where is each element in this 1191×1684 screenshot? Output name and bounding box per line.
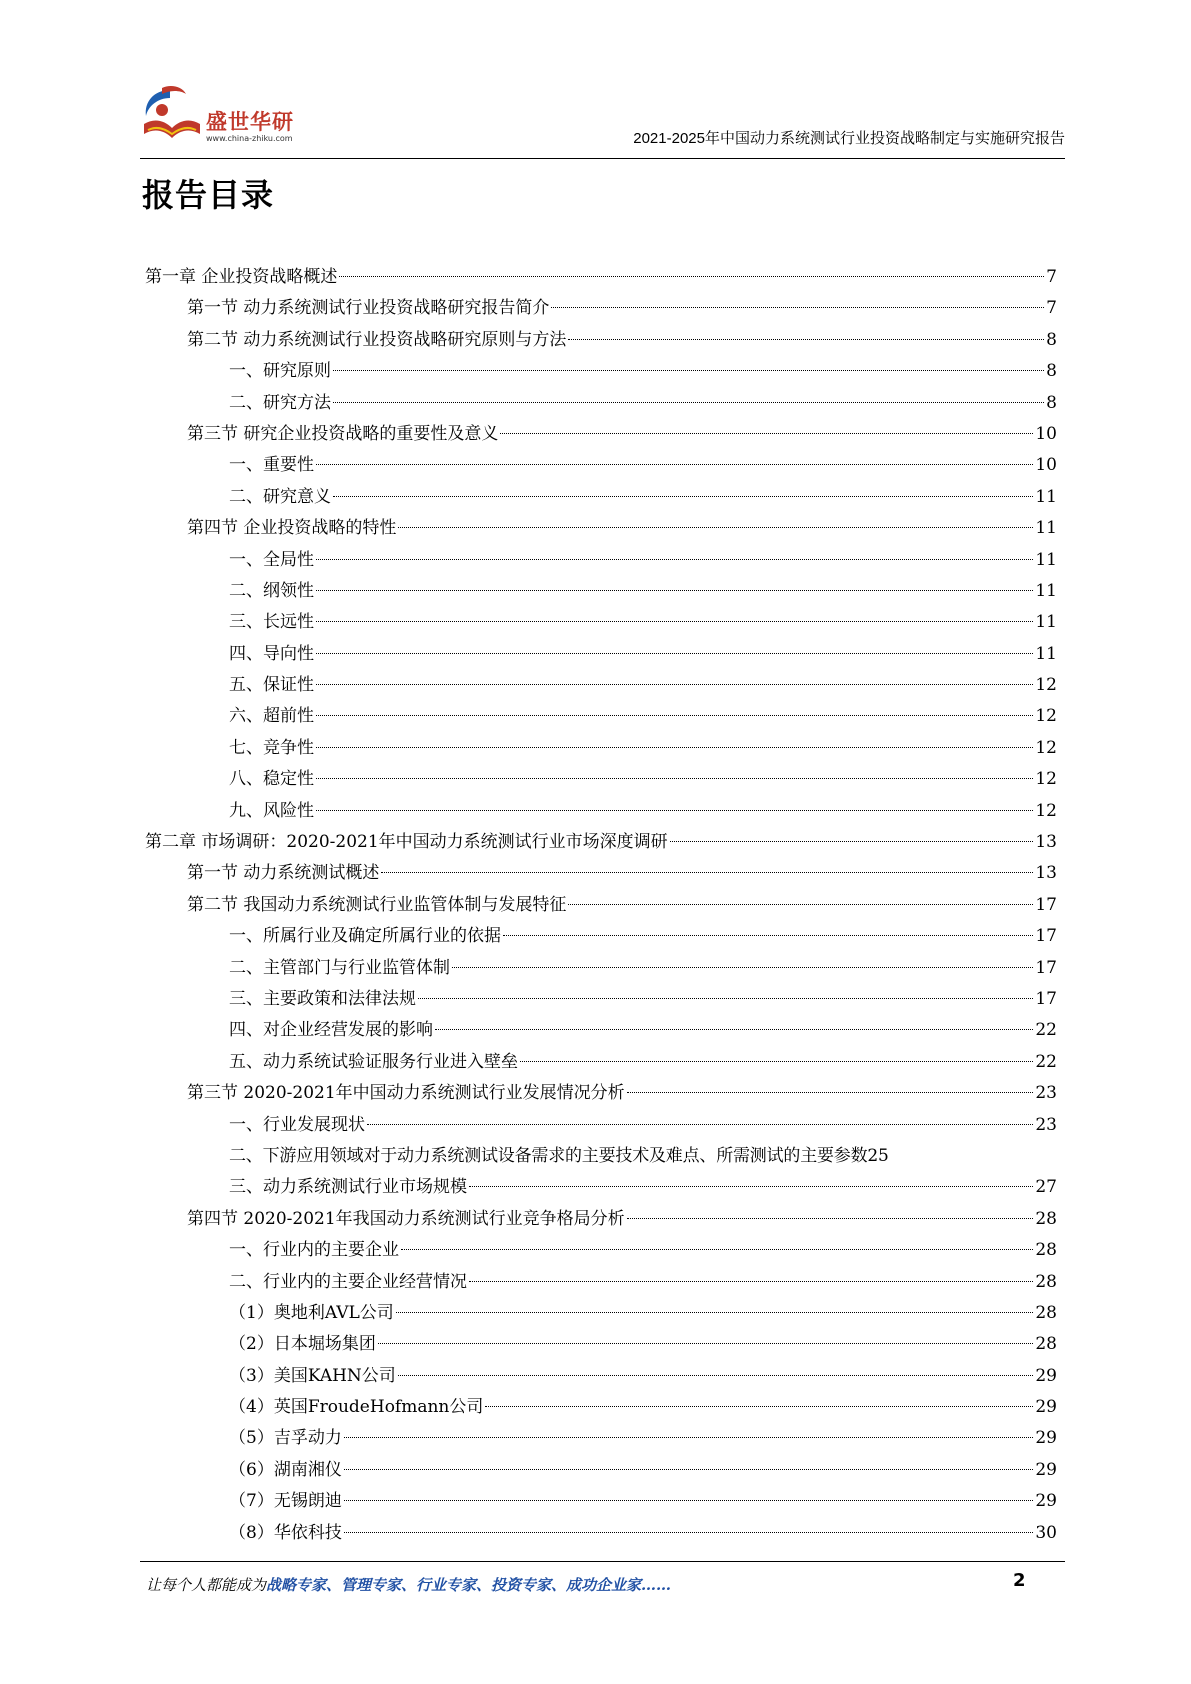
toc-entry[interactable] bbox=[145, 1267, 1057, 1298]
toc-entry-page: 10 bbox=[1035, 423, 1057, 444]
toc-entry-title: 一、研究原则 bbox=[229, 361, 331, 382]
toc-entry-page: 12 bbox=[1035, 769, 1057, 790]
page-header bbox=[140, 80, 1065, 158]
toc-entry-page: 12 bbox=[1035, 706, 1057, 727]
toc-leader bbox=[333, 370, 1044, 371]
toc-entry-page: 11 bbox=[1035, 518, 1057, 539]
toc-entry-page: 17 bbox=[1035, 988, 1057, 1009]
toc-leader bbox=[398, 527, 1033, 528]
toc-entry[interactable] bbox=[145, 482, 1057, 513]
toc-entry-page: 17 bbox=[1035, 894, 1057, 915]
toc-entry-page: 13 bbox=[1035, 863, 1057, 884]
toc-entry-page: 7 bbox=[1046, 298, 1057, 319]
toc-leader bbox=[316, 621, 1033, 622]
toc-entry-page: 28 bbox=[1035, 1271, 1057, 1292]
header-divider bbox=[140, 158, 1065, 159]
toc-leader bbox=[316, 653, 1033, 654]
toc-entry[interactable] bbox=[145, 576, 1057, 607]
toc-entry-page: 28 bbox=[1035, 1302, 1057, 1323]
toc-entry-page: 17 bbox=[1035, 926, 1057, 947]
toc-entry[interactable] bbox=[145, 1015, 1057, 1046]
toc-entry[interactable] bbox=[145, 1235, 1057, 1266]
toc-entry-page: 22 bbox=[1035, 1020, 1057, 1041]
toc-entry[interactable] bbox=[145, 1172, 1057, 1203]
toc-entry[interactable] bbox=[145, 733, 1057, 764]
toc-entry-title: 二、行业内的主要企业经营情况 bbox=[229, 1271, 467, 1292]
toc-entry-page: 23 bbox=[1035, 1083, 1057, 1104]
toc-entry-page: 30 bbox=[1035, 1522, 1057, 1543]
toc-entry[interactable] bbox=[145, 827, 1057, 858]
document-title: 2021-2025年中国动力系统测试行业投资战略制定与实施研究报告 bbox=[633, 130, 1065, 147]
toc-leader bbox=[551, 307, 1044, 308]
toc-leader bbox=[316, 464, 1033, 465]
toc-entry[interactable] bbox=[145, 984, 1057, 1015]
toc-leader bbox=[316, 715, 1033, 716]
toc-leader bbox=[469, 1186, 1033, 1187]
toc-entry-title: 四、导向性 bbox=[229, 643, 314, 664]
toc-entry-title: 二、纲领性 bbox=[229, 580, 314, 601]
toc-leader bbox=[316, 590, 1033, 591]
toc-entry-title: 二、主管部门与行业监管体制 bbox=[229, 957, 450, 978]
toc-entry[interactable] bbox=[145, 356, 1057, 387]
toc-entry-page: 12 bbox=[1035, 800, 1057, 821]
toc-leader bbox=[435, 1029, 1033, 1030]
toc-entry-page: 28 bbox=[1035, 1334, 1057, 1355]
toc-entry-page: 27 bbox=[1035, 1177, 1057, 1198]
toc-entry-title: （1）奥地利AVL公司 bbox=[229, 1302, 394, 1323]
toc-entry-page: 29 bbox=[1035, 1428, 1057, 1449]
toc-entry-title: 一、行业发展现状 bbox=[229, 1114, 365, 1135]
page-number: 2 bbox=[1013, 1570, 1026, 1591]
toc-entry[interactable] bbox=[145, 450, 1057, 481]
toc-entry-title: （4）英国FroudeHofmann公司 bbox=[229, 1397, 484, 1418]
toc-entry-page: 17 bbox=[1035, 957, 1057, 978]
toc-entry-title: 二、研究方法 bbox=[229, 392, 331, 413]
toc-entry-title: 一、重要性 bbox=[229, 455, 314, 476]
toc-entry-page: 29 bbox=[1035, 1459, 1057, 1480]
logo-text: 盛世华研 bbox=[206, 110, 294, 134]
toc-leader bbox=[378, 1343, 1034, 1344]
toc-entry-page: 8 bbox=[1046, 329, 1057, 350]
toc-leader bbox=[568, 904, 1033, 905]
toc-leader bbox=[333, 496, 1033, 497]
toc-entry-page: 8 bbox=[1046, 361, 1057, 382]
toc-entry-title: 四、对企业经营发展的影响 bbox=[229, 1020, 433, 1041]
footer-slogan-prefix: 让每个人都能成为 bbox=[146, 1576, 267, 1594]
toc-entry-title: 一、全局性 bbox=[229, 549, 314, 570]
toc-entry-page: 29 bbox=[1035, 1491, 1057, 1512]
toc-leader bbox=[344, 1500, 1034, 1501]
toc-entry[interactable] bbox=[145, 325, 1057, 356]
toc-entry-page: 12 bbox=[1035, 675, 1057, 696]
toc-entry-page: 25 bbox=[867, 1145, 889, 1166]
logo-url: www.china-zhiku.com bbox=[206, 134, 293, 143]
toc-leader bbox=[367, 1124, 1033, 1125]
toc-entry-title: 第一章 企业投资战略概述 bbox=[145, 267, 338, 287]
toc-entry[interactable] bbox=[145, 1361, 1057, 1392]
toc-leader bbox=[316, 684, 1033, 685]
toc-entry-title: 三、长远性 bbox=[229, 612, 314, 633]
toc-entry[interactable] bbox=[145, 1141, 1057, 1172]
toc-leader bbox=[333, 402, 1044, 403]
toc-entry-page: 7 bbox=[1046, 267, 1057, 287]
toc-leader bbox=[344, 1437, 1034, 1438]
toc-entry-page: 22 bbox=[1035, 1051, 1057, 1072]
toc-leader bbox=[316, 747, 1033, 748]
toc-entry-title: （6）湖南湘仪 bbox=[229, 1459, 342, 1480]
toc-leader bbox=[316, 559, 1033, 560]
toc-leader bbox=[344, 1469, 1034, 1470]
toc-leader bbox=[339, 276, 1044, 277]
toc-entry[interactable] bbox=[145, 293, 1057, 324]
footer-slogan bbox=[146, 1574, 671, 1595]
toc-entry[interactable] bbox=[145, 419, 1057, 450]
toc-entry[interactable] bbox=[145, 1047, 1057, 1078]
toc-leader bbox=[316, 778, 1033, 779]
toc-entry[interactable] bbox=[145, 639, 1057, 670]
toc-entry-title: 一、所属行业及确定所属行业的依据 bbox=[229, 926, 501, 947]
toc-entry-page: 11 bbox=[1035, 643, 1057, 664]
toc-leader bbox=[401, 1249, 1033, 1250]
toc-entry-title: 第一节 动力系统测试概述 bbox=[187, 863, 380, 884]
page-title: 报告目录 bbox=[142, 176, 275, 214]
toc-entry-page: 29 bbox=[1035, 1397, 1057, 1418]
toc-entry-title: 二、下游应用领域对于动力系统测试设备需求的主要技术及难点、所需测试的主要参数 bbox=[229, 1145, 868, 1166]
toc-leader bbox=[485, 1406, 1033, 1407]
toc-entry-title: 三、主要政策和法律法规 bbox=[229, 988, 416, 1009]
toc-entry[interactable] bbox=[145, 1455, 1057, 1486]
toc-entry[interactable] bbox=[145, 858, 1057, 889]
toc-entry-page: 11 bbox=[1035, 580, 1057, 601]
toc-leader bbox=[344, 1532, 1034, 1533]
toc-entry[interactable] bbox=[145, 890, 1057, 921]
toc-entry-page: 11 bbox=[1035, 549, 1057, 570]
toc-entry-title: 五、动力系统试验证服务行业进入壁垒 bbox=[229, 1051, 518, 1072]
toc-entry-title: （7）无锡朗迪 bbox=[229, 1491, 342, 1512]
toc-entry[interactable] bbox=[145, 1298, 1057, 1329]
toc-entry-title: 九、风险性 bbox=[229, 800, 314, 821]
toc-entry[interactable] bbox=[145, 1518, 1057, 1549]
toc-entry[interactable] bbox=[145, 388, 1057, 419]
toc-entry[interactable] bbox=[145, 670, 1057, 701]
toc-entry-page: 23 bbox=[1035, 1114, 1057, 1135]
toc-entry-page: 10 bbox=[1035, 455, 1057, 476]
toc-entry-title: 第三节 研究企业投资战略的重要性及意义 bbox=[187, 423, 499, 444]
toc-entry[interactable] bbox=[145, 953, 1057, 984]
footer-slogan-highlight: 战略专家、管理专家、行业专家、投资专家、成功企业家…… bbox=[266, 1576, 672, 1594]
toc-entry[interactable] bbox=[145, 921, 1057, 952]
toc-entry[interactable] bbox=[145, 1329, 1057, 1360]
toc-entry-title: 三、动力系统测试行业市场规模 bbox=[229, 1177, 467, 1198]
toc-entry-title: 第二节 我国动力系统测试行业监管体制与发展特征 bbox=[187, 894, 567, 915]
toc-entry[interactable] bbox=[145, 1392, 1057, 1423]
toc-entry[interactable] bbox=[145, 607, 1057, 638]
toc-entry[interactable] bbox=[145, 764, 1057, 795]
toc-entry-page: 12 bbox=[1035, 737, 1057, 758]
toc-leader bbox=[381, 872, 1033, 873]
table-of-contents bbox=[145, 262, 1057, 1549]
toc-entry-title: 第二章 市场调研：2020-2021年中国动力系统测试行业市场深度调研 bbox=[145, 832, 668, 853]
toc-entry[interactable] bbox=[145, 1204, 1057, 1235]
toc-leader bbox=[469, 1281, 1033, 1282]
toc-leader bbox=[398, 1375, 1034, 1376]
toc-entry-title: 五、保证性 bbox=[229, 675, 314, 696]
toc-leader bbox=[627, 1218, 1034, 1219]
toc-entry-title: 六、超前性 bbox=[229, 706, 314, 727]
toc-entry[interactable] bbox=[145, 1078, 1057, 1109]
toc-leader bbox=[452, 967, 1033, 968]
toc-entry-title: （5）吉孚动力 bbox=[229, 1428, 342, 1449]
toc-entry-page: 28 bbox=[1035, 1240, 1057, 1261]
toc-entry-title: 第一节 动力系统测试行业投资战略研究报告简介 bbox=[187, 298, 550, 319]
toc-leader bbox=[520, 1061, 1033, 1062]
toc-entry-title: 第四节 企业投资战略的特性 bbox=[187, 518, 397, 539]
toc-leader bbox=[418, 998, 1033, 999]
toc-entry-title: （2）日本堀场集团 bbox=[229, 1334, 376, 1355]
toc-entry-title: 第三节 2020-2021年中国动力系统测试行业发展情况分析 bbox=[187, 1083, 625, 1104]
toc-leader bbox=[316, 810, 1033, 811]
toc-leader bbox=[503, 935, 1033, 936]
toc-entry-page: 11 bbox=[1035, 486, 1057, 507]
toc-entry-title: 八、稳定性 bbox=[229, 769, 314, 790]
toc-leader bbox=[396, 1312, 1034, 1313]
toc-entry-page: 13 bbox=[1035, 832, 1057, 853]
toc-entry-page: 11 bbox=[1035, 612, 1057, 633]
toc-entry[interactable] bbox=[145, 1423, 1057, 1454]
toc-entry[interactable] bbox=[145, 513, 1057, 544]
toc-entry[interactable] bbox=[145, 1110, 1057, 1141]
toc-leader bbox=[670, 841, 1034, 842]
toc-entry-title: 二、研究意义 bbox=[229, 486, 331, 507]
toc-entry-title: 第四节 2020-2021年我国动力系统测试行业竞争格局分析 bbox=[187, 1208, 625, 1229]
toc-entry-title: （3）美国KAHN公司 bbox=[229, 1365, 396, 1386]
toc-entry-title: 七、竞争性 bbox=[229, 737, 314, 758]
toc-entry-page: 29 bbox=[1035, 1365, 1057, 1386]
toc-leader bbox=[627, 1092, 1034, 1093]
toc-leader bbox=[568, 339, 1044, 340]
toc-entry[interactable] bbox=[145, 796, 1057, 827]
toc-entry-page: 28 bbox=[1035, 1208, 1057, 1229]
toc-entry[interactable] bbox=[145, 1486, 1057, 1517]
toc-entry[interactable] bbox=[145, 545, 1057, 576]
toc-leader bbox=[500, 433, 1033, 434]
toc-entry-title: （8）华依科技 bbox=[229, 1522, 342, 1543]
logo-book-icon bbox=[140, 84, 204, 148]
toc-entry[interactable] bbox=[145, 701, 1057, 732]
toc-entry-title: 第二节 动力系统测试行业投资战略研究原则与方法 bbox=[187, 329, 567, 350]
toc-entry[interactable] bbox=[145, 262, 1057, 293]
company-logo bbox=[140, 84, 340, 154]
toc-entry-page: 8 bbox=[1046, 392, 1057, 413]
toc-entry-title: 一、行业内的主要企业 bbox=[229, 1240, 399, 1261]
footer-divider bbox=[140, 1561, 1065, 1562]
